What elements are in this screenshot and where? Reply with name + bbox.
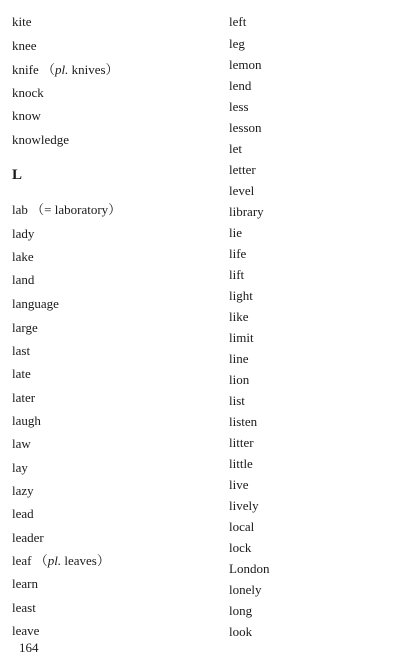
usage-note: （= laboratory） <box>31 202 122 217</box>
word-entry <box>12 366 31 382</box>
word-entry: look <box>229 624 253 639</box>
headword: knife <box>12 62 39 77</box>
word-entry: lion <box>229 372 250 387</box>
headword: leave <box>12 623 40 638</box>
headword: large <box>12 320 38 335</box>
headword: laugh <box>12 413 41 428</box>
word-entry <box>12 506 34 522</box>
word-entry: litter <box>229 435 254 450</box>
word-entry: listen <box>229 414 258 429</box>
word-entry <box>12 553 110 569</box>
word-entry <box>12 413 41 429</box>
word-entry <box>12 390 35 406</box>
word-entry <box>12 460 28 476</box>
word-entry <box>12 530 44 546</box>
headword: language <box>12 296 59 311</box>
word-entry: less <box>229 99 249 114</box>
headword: knowledge <box>12 132 70 147</box>
headword: lay <box>12 460 28 475</box>
word-entry: line <box>229 351 249 366</box>
usage-note: （pl. knives） <box>41 62 119 77</box>
word-entry: leg <box>229 36 245 51</box>
word-entry: list <box>229 393 245 408</box>
word-entry: lie <box>229 225 242 240</box>
word-entry <box>12 296 59 312</box>
usage-note: （pl. leaves） <box>34 553 110 568</box>
word-entry <box>12 226 34 242</box>
word-entry: lift <box>229 267 245 282</box>
word-entry: lock <box>229 540 252 555</box>
word-entry <box>12 272 34 288</box>
headword: leaf <box>12 553 32 568</box>
headword: lead <box>12 506 34 521</box>
headword: learn <box>12 576 38 591</box>
word-entry: library <box>229 204 264 219</box>
word-entry <box>12 62 119 78</box>
word-entry <box>12 483 34 499</box>
word-entry <box>12 600 36 616</box>
headword: later <box>12 390 36 405</box>
page-number: 164 <box>19 640 39 655</box>
word-entry: lend <box>229 78 252 93</box>
headword: last <box>12 343 31 358</box>
word-entry: let <box>229 141 242 156</box>
word-entry <box>12 108 41 124</box>
word-entry: level <box>229 183 255 198</box>
word-entry: little <box>229 456 253 471</box>
word-entry: lesson <box>229 120 262 135</box>
headword: lady <box>12 226 35 241</box>
word-entry <box>12 85 44 101</box>
headword: leader <box>12 530 44 545</box>
word-entry: left <box>229 14 247 29</box>
word-entry: limit <box>229 330 254 345</box>
word-entry: local <box>229 519 255 534</box>
word-entry: long <box>229 603 253 618</box>
word-entry <box>12 38 37 54</box>
word-entry <box>12 202 121 218</box>
word-entry: light <box>229 288 253 303</box>
section-letter-heading: L <box>12 167 23 183</box>
word-entry: lively <box>229 498 259 513</box>
word-entry <box>12 343 30 359</box>
word-entry <box>12 14 32 30</box>
word-entry <box>12 623 39 639</box>
headword: lab <box>12 202 28 217</box>
word-entry: letter <box>229 162 256 177</box>
word-entry: London <box>229 561 270 576</box>
word-entry: lonely <box>229 582 262 597</box>
word-entry <box>12 320 38 336</box>
headword: land <box>12 272 35 287</box>
word-entry: life <box>229 246 247 261</box>
headword: know <box>12 108 41 123</box>
word-entry <box>12 436 31 452</box>
word-entry <box>12 576 38 592</box>
word-entry <box>12 249 34 265</box>
headword: knee <box>12 38 37 53</box>
word-entry: lemon <box>229 57 262 72</box>
headword: late <box>12 366 31 381</box>
headword: knock <box>12 85 44 100</box>
headword: kite <box>12 14 32 29</box>
headword: law <box>12 436 31 451</box>
headword: lake <box>12 249 34 264</box>
headword: least <box>12 600 36 615</box>
word-entry: live <box>229 477 249 492</box>
headword: lazy <box>12 483 34 498</box>
word-entry: like <box>229 309 249 324</box>
word-entry <box>12 132 69 148</box>
